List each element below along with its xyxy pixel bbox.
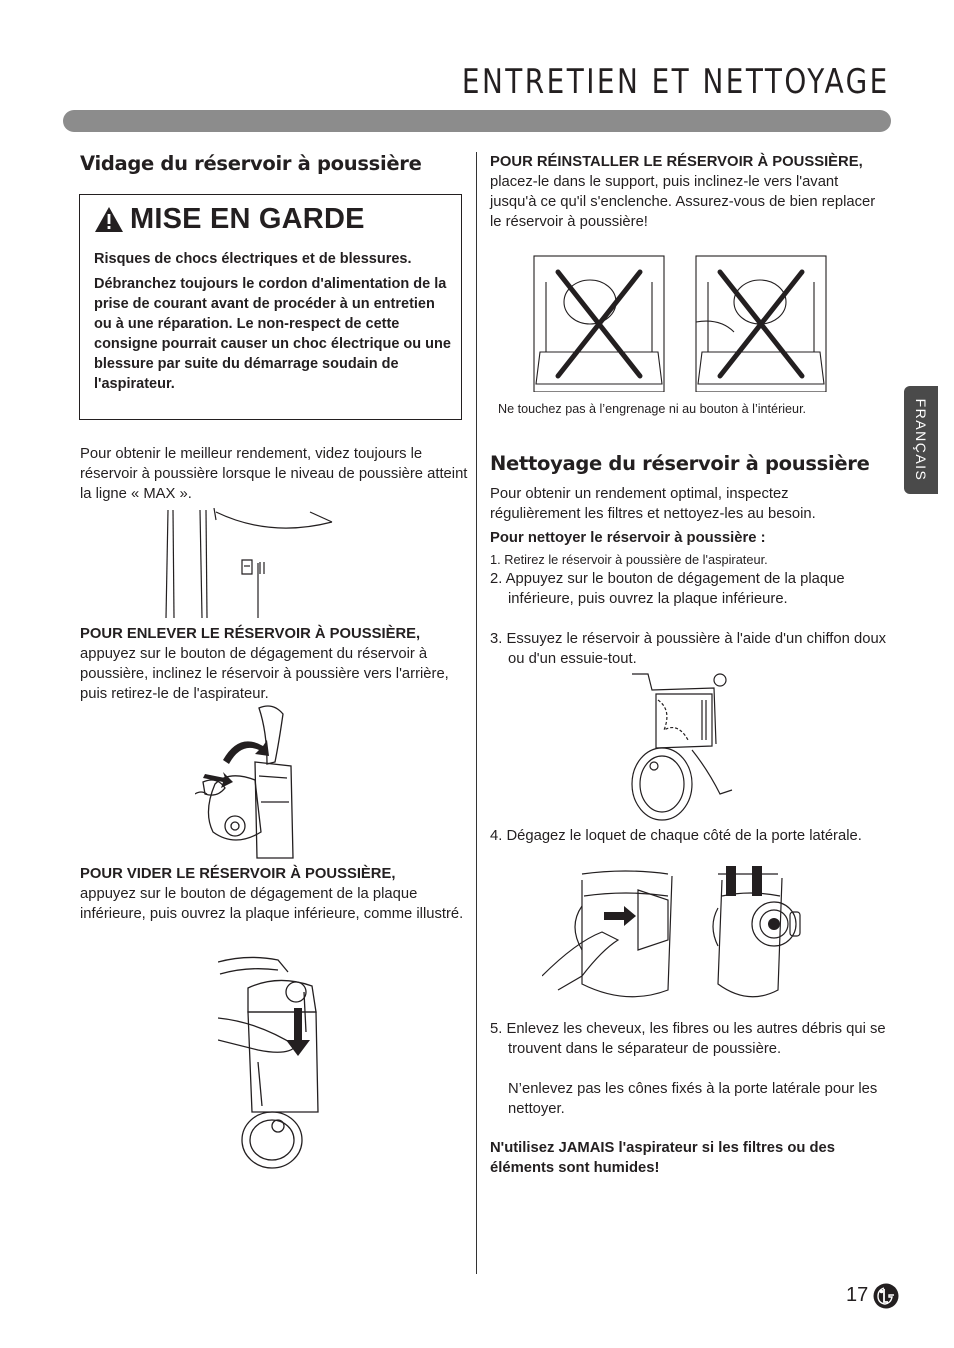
cleaning-step-5-note: N’enlevez pas les cônes fixés à la porte latérale pour les nettoyer. <box>508 1081 878 1117</box>
language-tab <box>904 386 938 494</box>
empty-tank-title: POUR VIDER LE RÉSERVOIR À POUSSIÈRE, <box>80 866 396 882</box>
remove-tank-title: POUR ENLEVER LE RÉSERVOIR À POUSSIÈRE, <box>80 626 421 642</box>
cleaning-step-4: 4. Dégagez le loquet de chaque côté de la porte latérale. <box>490 828 862 844</box>
cleaning-step-2: 2. Appuyez sur le bouton de dégagement de la plaque inférieure, puis ouvrez la plaque inférieure. <box>490 571 845 607</box>
section-heading-emptying: Vidage du réservoir à poussière <box>80 152 422 175</box>
cleaning-step-1: 1. Retirez le réservoir à poussière de l'aspirateur. <box>490 552 768 567</box>
do-not-touch-illustration <box>530 252 830 392</box>
remove-tank-illustration <box>195 702 315 862</box>
do-not-touch-caption: Ne touchez pas à l’engrenage ni au bouton à l’intérieur. <box>498 402 807 416</box>
language-tab-label: FRANÇAIS <box>913 398 929 482</box>
cleaning-subhead: Pour nettoyer le réservoir à poussière : <box>490 530 766 546</box>
side-door-illustration <box>542 866 808 1008</box>
reinstall-tank-title: POUR RÉINSTALLER LE RÉSERVOIR À POUSSIÈRE, <box>490 154 863 170</box>
empty-tank-paragraph <box>80 864 468 924</box>
warning-title <box>94 203 365 236</box>
emptying-intro-text: Pour obtenir le meilleur rendement, videz toujours le réservoir à poussière lorsque le niveau de poussière atteint la ligne « MAX ». <box>80 446 468 502</box>
empty-tank-illustration <box>218 952 328 1170</box>
remove-tank-paragraph <box>80 624 468 704</box>
title-bar <box>63 110 891 132</box>
warning-unplug-text: Débranchez toujours le cordon d'alimentation de la prise de courant avant de procéder à un entretien ou à une réparation. Le non-respect de cette consigne pourrait causer un choc électrique ou une blessure par suite du démarrage soudain de l'aspirateur. <box>94 276 451 392</box>
cleaning-step-3: 3. Essuyez le réservoir à poussière à l'aide d'un chiffon doux ou d'un essuie-tout. <box>490 631 887 667</box>
reinstall-tank-text: placez-le dans le support, puis inclinez-le vers l'avant jusqu'à ce qu'il s'enclenche. Assurez-vous de bien replacer le réservoir à poussière! <box>490 174 876 230</box>
humidity-warning-text: N'utilisez JAMAIS l'aspirateur si les filtres ou des éléments sont humides! <box>490 1140 836 1176</box>
remove-tank-text: appuyez sur le bouton de dégagement du réservoir à poussière, inclinez le réservoir à poussière vers l'arrière, puis retirez-le de l'aspirateur. <box>80 646 449 702</box>
empty-tank-text: appuyez sur le bouton de dégagement de la plaque inférieure, puis ouvrez la plaque inférieure, comme illustré. <box>80 886 464 922</box>
section-heading-cleaning: Nettoyage du réservoir à poussière <box>490 452 870 475</box>
cleaning-intro-text: Pour obtenir un rendement optimal, inspectez régulièrement les filtres et nettoyez-les au besoin. <box>490 486 816 522</box>
page-number: 17 <box>846 1284 869 1306</box>
warning-risk-text: Risques de chocs électriques et de blessures. <box>94 251 412 267</box>
lg-logo-icon <box>873 1283 899 1309</box>
column-divider <box>476 152 477 1274</box>
warning-box <box>79 194 462 420</box>
warning-title-text: MISE EN GARDE <box>130 203 365 235</box>
page-title: ENTRETIEN ET NETTOYAGE <box>462 62 890 102</box>
warning-triangle-icon <box>94 206 124 233</box>
max-line-illustration <box>160 508 340 620</box>
cleaning-step-5: 5. Enlevez les cheveux, les fibres ou les autres débris qui se trouvent dans le séparateur de poussière. <box>490 1021 886 1057</box>
wipe-tank-illustration <box>628 670 738 824</box>
reinstall-tank-paragraph <box>490 152 880 232</box>
